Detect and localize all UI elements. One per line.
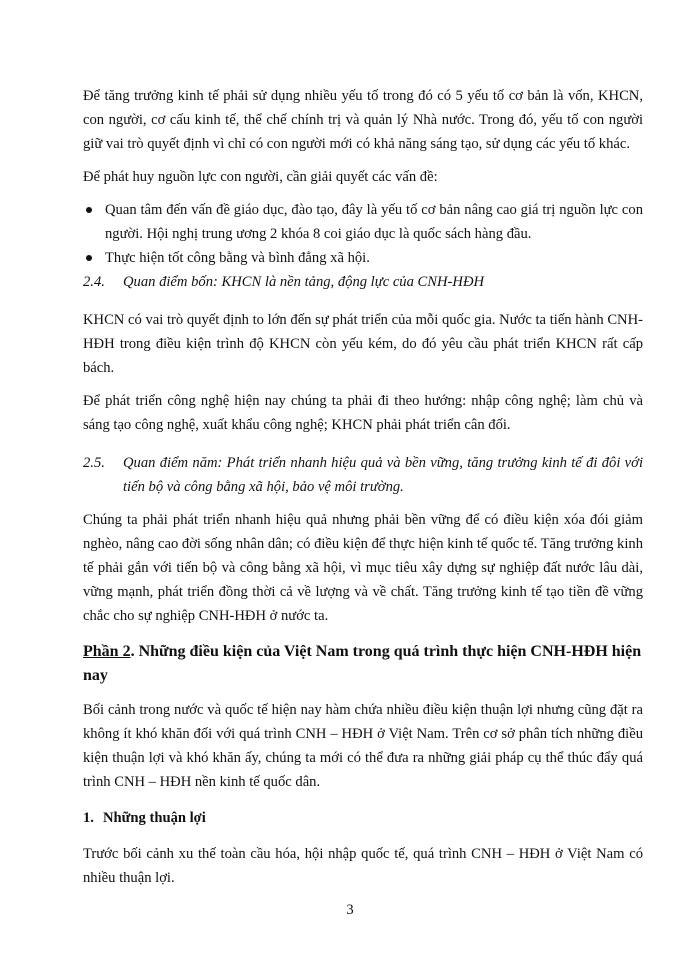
list-item-text: Quan tâm đến vấn đề giáo dục, đào tạo, đây là yếu tố cơ bản nâng cao giá trị nguồn lực con người. Hội nghị trung ương 2 khóa 8 coi giáo dục là quốc sách hàng đầu. <box>105 202 643 242</box>
heading-number: 1. <box>83 810 94 826</box>
paragraph-context: Bối cảnh trong nước và quốc tế hiện nay hàm chứa nhiều điều kiện thuận lợi nhưng cũng đặt ra không ít khó khăn đối với quá trình CNH – HĐH ở Việt Nam. Trên cơ sở phân tích những điều kiện thuận lợi và khó khăn ấy, chúng ta mới có thể đưa ra những giải pháp cụ thể thúc đẩy quá trình CNH – HĐH nền kinh tế quốc dân. <box>83 702 643 790</box>
bullet-icon <box>86 255 92 261</box>
section-heading-part-2 <box>83 640 643 688</box>
subheading-number: 2.4. <box>83 274 105 290</box>
page-number: 3 <box>346 902 354 918</box>
document-page <box>83 84 643 899</box>
paragraph-sustainable-growth: Chúng ta phải phát triển nhanh hiệu quả nhưng phải bền vững để có điều kiện xóa đói giảm nghèo, nâng cao đời sống nhân dân; có điều kiện để thực hiện kinh tế quốc tế. Tăng trưởng kinh tế phải gắn với tiến bộ và công bằng xã hội, vì mục tiêu xây dựng sự nghiệp đất nước lâu dài, vững mạnh, phát triển đồng thời cả về lượng và về chất. Tăng trưởng kinh tế tạo tiền đề vững chắc cho sự nghiệp CNH-HĐH ở nước ta. <box>83 512 643 624</box>
heading-text: Những thuận lợi <box>103 810 206 826</box>
list-item-text: Thực hiện tốt công bằng và bình đẳng xã hội. <box>105 250 370 266</box>
paragraph-advantages-intro: Trước bối cảnh xu thế toàn cầu hóa, hội nhập quốc tế, quá trình CNH – HĐH ở Việt Nam có nhiều thuận lợi. <box>83 846 643 886</box>
bullet-list <box>83 198 643 270</box>
list-item <box>83 198 643 246</box>
subheading-text: Quan điểm năm: Phát triển nhanh hiệu quả và bền vững, tăng trưởng kinh tế đi đôi với tiến bộ và công bằng xã hội, bảo vệ môi trường. <box>123 455 643 495</box>
subheading-2-5 <box>83 451 643 499</box>
section-title: . Những điều kiện của Việt Nam trong quá trình thực hiện CNH-HĐH hiện nay <box>83 643 642 684</box>
paragraph-khcn-role: KHCN có vai trò quyết định to lớn đến sự phát triển của mỗi quốc gia. Nước ta tiến hành CNH-HĐH trong điều kiện trình độ KHCN còn yếu kém, do đó yêu cầu phát triển KHCN rất cấp bách. <box>83 312 643 376</box>
bullet-icon <box>86 207 92 213</box>
subheading-2-4 <box>83 270 643 294</box>
heading-advantages <box>83 806 643 830</box>
subheading-text: Quan điểm bốn: KHCN là nền tảng, động lực của CNH-HĐH <box>123 274 485 290</box>
paragraph-tech-direction: Để phát triển công nghệ hiện nay chúng ta phải đi theo hướng: nhập công nghệ; làm chủ và sáng tạo công nghệ, xuất khẩu công nghệ; KHCN phải phát triển cân đối. <box>83 393 643 433</box>
list-item <box>83 246 643 270</box>
paragraph-growth-factors: Để tăng trưởng kinh tế phải sử dụng nhiều yếu tố trong đó có 5 yếu tố cơ bản là vốn, KHCN, con người, cơ cấu kinh tế, thể chế chính trị và quản lý Nhà nước. Trong đó, yếu tố con người giữ vai trò quyết định vì chỉ có con người mới có khả năng sáng tạo, sử dụng các yếu tố khác. <box>83 88 643 152</box>
paragraph-human-resources: Để phát huy nguồn lực con người, cần giải quyết các vấn đề: <box>83 169 438 185</box>
section-label: Phần 2 <box>83 643 131 660</box>
subheading-number: 2.5. <box>83 455 105 471</box>
